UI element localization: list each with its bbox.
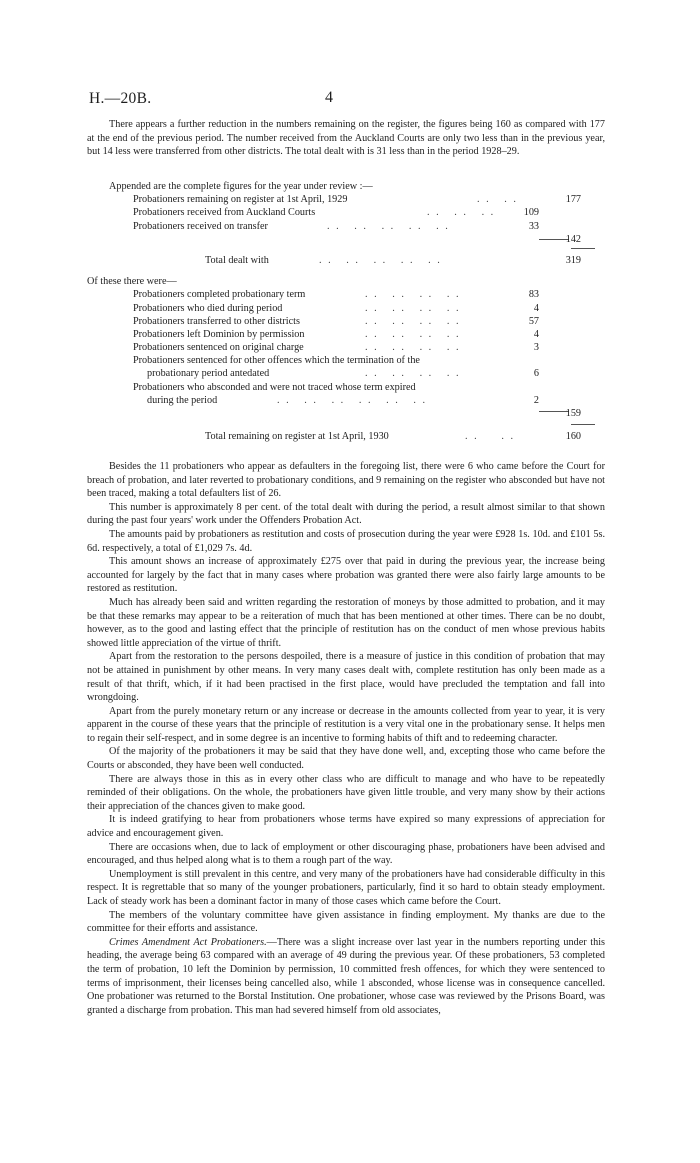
row-value: 3 [533, 342, 539, 354]
table-row [87, 302, 605, 315]
leader-dots: . . . . [465, 431, 516, 443]
row-label: Probationers received from Auckland Courts [133, 207, 316, 219]
leader-dots: . . . . . . . . [365, 328, 461, 340]
subtotal-row [87, 233, 605, 246]
paragraph: This amount shows an increase of approximately £275 over that paid in during the previous year, the increase being accounted for largely by the fact that in many cases where probation was granted there were also fairly large amounts to be restored as restitution. [87, 556, 605, 595]
appended-line: Appended are the complete figures for the year under review :— [109, 181, 373, 192]
row-label: Probationers received on transfer [133, 220, 268, 232]
row-value: 2 [533, 394, 539, 406]
intro-section [87, 118, 605, 159]
row-value: 33 [528, 220, 539, 232]
table-row [87, 394, 605, 407]
total-value: 319 [565, 254, 581, 266]
leader-dots: . . . . . . . . [365, 302, 461, 314]
paragraph: Apart from the purely monetary return or any increase or decrease in the amounts collected from year to year, it is very apparent in the course of these years that the principle of restitution is a very vital one in the probationary sense. It helps men to regain their self-respect, and in some degree is an incentive to forming habits of thift and to redeeming character. [87, 705, 605, 744]
page-number: 4 [325, 89, 333, 106]
leader-dots: . . . . . . . . . . [327, 220, 450, 232]
paragraph: Much has already been said and written regarding the restoration of moneys by those admitted to probation, and it may be that these remarks may appear to be a reiteration of much that has been mentioned at other times. There can be no doubt, however, as to the good and lasting effect that the principle of restitution has on the conduct of men whose previous habits showed little appreciation of the virtue of thrift. [87, 596, 605, 649]
crimes-paragraph [87, 936, 605, 1018]
leader-dots: . . . . . . . . [365, 342, 461, 354]
table-row [87, 206, 605, 219]
figures-table [87, 180, 605, 443]
row-label: Probationers left Dominion by permission [133, 328, 305, 340]
remaining-label: Total remaining on register at 1st April, 1930 [205, 431, 389, 443]
row-value: 4 [533, 328, 539, 340]
leader-dots: . . . . . . . . [365, 289, 461, 301]
subtotal-value: 142 [565, 233, 581, 245]
total-row [87, 254, 605, 267]
paragraph: There are always those in this as in every other class who are difficult to manage and who have to be repeatedly reminded of their obligations. On the whole, the probationers have given little trouble, and very many show by their actions their appreciation of the chances given to make good. [87, 773, 605, 812]
row-label: Probationers transferred to other districts [133, 315, 300, 327]
leader-dots: . . . . . . [427, 207, 496, 219]
table-row [87, 288, 605, 301]
table-row [87, 328, 605, 341]
row-value: 109 [523, 207, 539, 219]
row-label-cont: during the period [147, 394, 218, 406]
row-label: Probationers sentenced for other offences which the termination of the [133, 355, 420, 367]
remaining-rule [571, 424, 595, 425]
row-label-cont: probationary period antedated [147, 368, 270, 380]
crimes-heading: Crimes Amendment Act Probationers. [109, 936, 267, 948]
report-body [87, 460, 605, 1017]
row-value: 57 [528, 315, 539, 327]
remaining-value: 160 [565, 431, 581, 443]
row-label: Probationers who died during period [133, 302, 283, 314]
total-rule [571, 248, 595, 249]
leader-dots: . . . . . . . . . . . . [277, 394, 428, 406]
crimes-text: —There was a slight increase over last year in the numbers reporting under this heading, the average being 63 compared with an average of 49 during the previous year. Of these probationers, 53 completed the term of probation, 10 left the Dominion by permission, 10 committed fresh offences, for which they were sentenced to terms of imprisonment, their licenses being cancelled also, while 1 absconded, whose license was in consequence cancelled. One probationer was returned to the Borstal Institution. One probationer, whose case was reviewed by the Prisons Board, was granted a discharge from probation. This man had severed himself from old associates, [87, 936, 605, 1016]
paragraph: The members of the voluntary committee have given assistance in finding employment. My thanks are due to the committee for their efforts and assistance. [87, 909, 605, 935]
leader-dots: . . . . . . . . [365, 368, 461, 380]
total-label: Total dealt with [205, 254, 269, 266]
paragraph: It is indeed gratifying to hear from probationers whose terms have expired so many expressions of appreciation for advice and encouragement given. [87, 814, 605, 840]
row-label: Probationers sentenced on original charge [133, 342, 304, 354]
disposals-total: 159 [565, 408, 581, 419]
row-label: Probationers completed probationary term [133, 289, 306, 301]
row-value: 6 [533, 368, 539, 380]
leader-dots: . . . . . . . . [365, 315, 461, 327]
of-these-line: Of these there were— [87, 276, 177, 288]
row-value: 83 [528, 289, 539, 301]
paragraph: The amounts paid by probationers as restitution and costs of prosecution during the year were £928 1s. 10d. and £101 5s. 6d. respectively, a total of £1,029 7s. 4d. [87, 528, 605, 554]
table-row [87, 220, 605, 233]
paragraph: This number is approximately 8 per cent. of the total dealt with during the period, a result almost similar to that shown during the past four years' work under the Offenders Probation Act. [87, 501, 605, 527]
paragraph: Of the majority of the probationers it may be said that they have done well, and, excepting those who came before the Courts or absconded, they have been well conducted. [87, 746, 605, 772]
row-value: 177 [565, 194, 581, 206]
intro-paragraph: There appears a further reduction in the numbers remaining on the register, the figures being 160 as compared with 177 at the end of the previous period. The number received from the Auckland Courts are only two less than in the previous year, but 14 less were transferred from other districts. The total dealt with is 31 less than in the period 1928–29. [87, 119, 605, 158]
row-value: 4 [533, 302, 539, 314]
table-row [87, 381, 605, 394]
table-row [87, 315, 605, 328]
row-label: Probationers who absconded and were not traced whose term expired [133, 381, 416, 393]
table-row [87, 193, 605, 206]
remaining-row [87, 430, 605, 443]
running-head: H.—20B. [89, 90, 152, 107]
leader-dots: . . . . [477, 194, 518, 206]
disposals-total-row [87, 407, 605, 420]
row-label: Probationers remaining on register at 1st April, 1929 [133, 194, 348, 206]
paragraph: Apart from the restoration to the persons despoiled, there is a measure of justice in this condition of probation that may not be attained in punishment by other means. In very many cases dealt with, complete restitution has only been made as a result of that thrift, which, if it had been practised in the first place, would have precluded the temptation and fall into wrongdoing. [87, 651, 605, 704]
table-row [87, 354, 605, 367]
paragraph: Unemployment is still prevalent in this centre, and very many of the probationers have had considerable difficulty in this respect. It is regrettable that so many of the younger probationers, particularly, find it so hard to obtain steady employment. Lack of steady work has been a dominant factor in many of those cases which came before the Court. [87, 868, 605, 907]
paragraph: There are occasions when, due to lack of employment or other discouraging phase, probationers have been advised and encouraged, and thus helped along what is to them a rough part of the way. [87, 841, 605, 867]
paragraph: Besides the 11 probationers who appear as defaulters in the foregoing list, there were 6 who came before the Court for breach of probation, and later reverted to probationary conditions, and 9 remaining on the register who absconded but have not been traced, making a total defaulters list of 26. [87, 461, 605, 500]
table-row [87, 367, 605, 380]
leader-dots: . . . . . . . . . . [319, 254, 442, 266]
table-row [87, 341, 605, 354]
